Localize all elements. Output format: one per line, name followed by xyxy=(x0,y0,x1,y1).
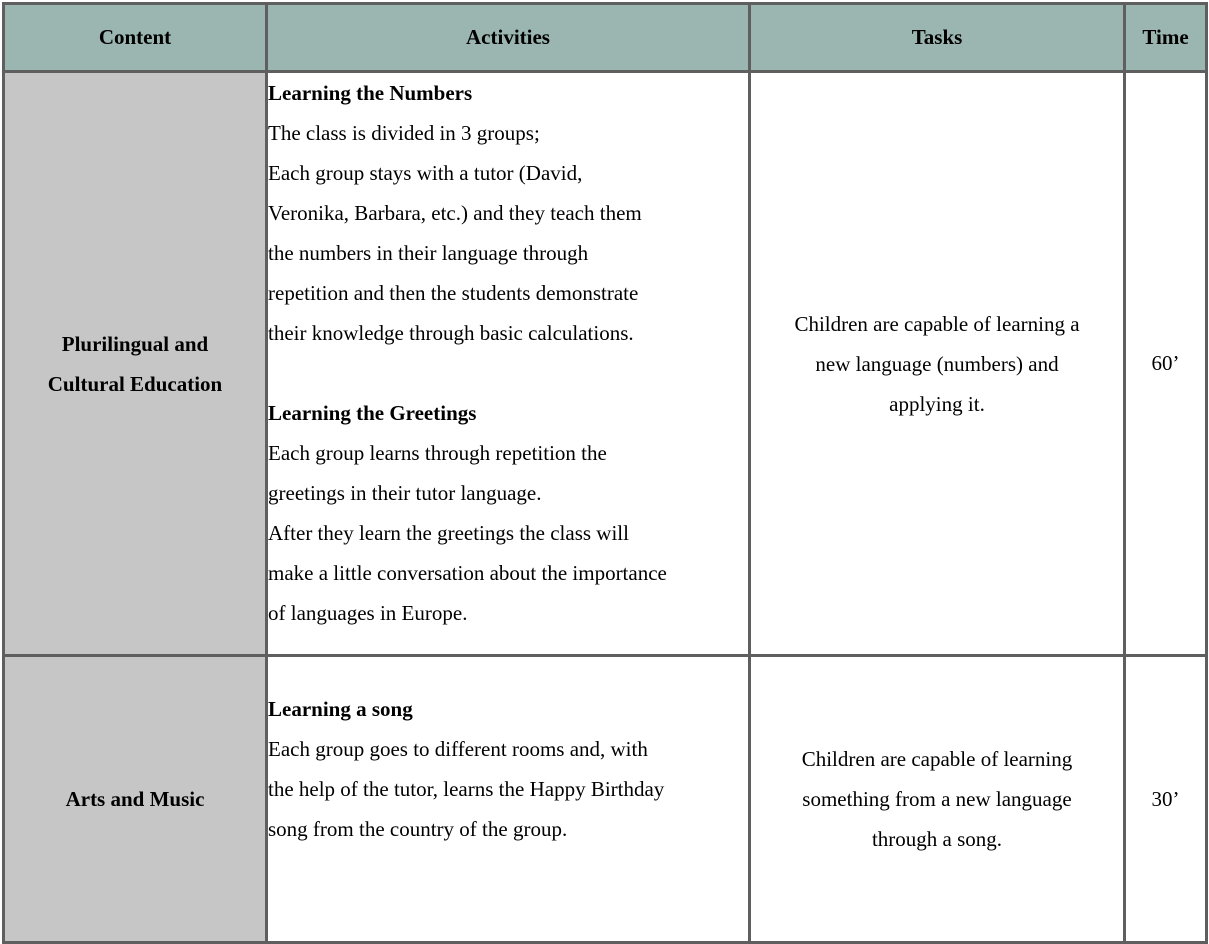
activity-line: of languages in Europe. xyxy=(268,601,468,625)
tasks-cell xyxy=(750,656,1125,943)
table-row xyxy=(4,72,1207,656)
paragraph-spacer xyxy=(268,353,748,393)
task-line: something from a new language xyxy=(802,787,1072,811)
table-row xyxy=(4,656,1207,943)
task-line: through a song. xyxy=(871,827,1003,851)
activity-line: The class is divided in 3 groups; xyxy=(268,121,540,145)
content-cell xyxy=(4,656,267,943)
activities-cell xyxy=(267,72,750,656)
content-line: Plurilingual and xyxy=(61,331,209,356)
activity-title: Learning a song xyxy=(268,697,413,721)
tasks-cell xyxy=(750,72,1125,656)
lesson-plan-table xyxy=(2,2,1208,944)
activity-line: song from the country of the group. xyxy=(268,817,568,841)
activities-cell xyxy=(267,656,750,943)
header-tasks: Tasks xyxy=(750,4,1125,72)
header-time: Time xyxy=(1125,4,1207,72)
activity-line: make a little conversation about the importance xyxy=(268,561,667,585)
header-activities: Activities xyxy=(267,4,750,72)
time-cell: 60’ xyxy=(1125,72,1207,656)
activity-line: greetings in their tutor language. xyxy=(268,481,542,505)
activity-line: Each group stays with a tutor (David, xyxy=(268,161,583,185)
task-line: applying it. xyxy=(889,391,985,416)
activity-line: their knowledge through basic calculations. xyxy=(268,321,634,345)
activity-line: repetition and then the students demonstrate xyxy=(268,281,639,305)
header-content: Content xyxy=(4,4,267,72)
content-cell xyxy=(4,72,267,656)
task-line: new language (numbers) and xyxy=(815,351,1059,376)
task-line: Children are capable of learning a xyxy=(794,311,1080,336)
content-line: Arts and Music xyxy=(65,787,205,811)
activity-line: Each group learns through repetition the xyxy=(268,441,607,465)
time-cell: 30’ xyxy=(1125,656,1207,943)
activity-line: Veronika, Barbara, etc.) and they teach them xyxy=(268,201,642,225)
activity-line: After they learn the greetings the class will xyxy=(268,521,629,545)
activity-line: Each group goes to different rooms and, with xyxy=(268,737,648,761)
content-line: Cultural Education xyxy=(47,371,223,396)
header-row xyxy=(4,4,1207,72)
activity-title: Learning the Numbers xyxy=(268,81,473,105)
task-line: Children are capable of learning xyxy=(801,747,1073,771)
activity-line: the numbers in their language through xyxy=(268,241,589,265)
activity-line: the help of the tutor, learns the Happy Birthday xyxy=(268,777,665,801)
activity-title: Learning the Greetings xyxy=(268,401,477,425)
